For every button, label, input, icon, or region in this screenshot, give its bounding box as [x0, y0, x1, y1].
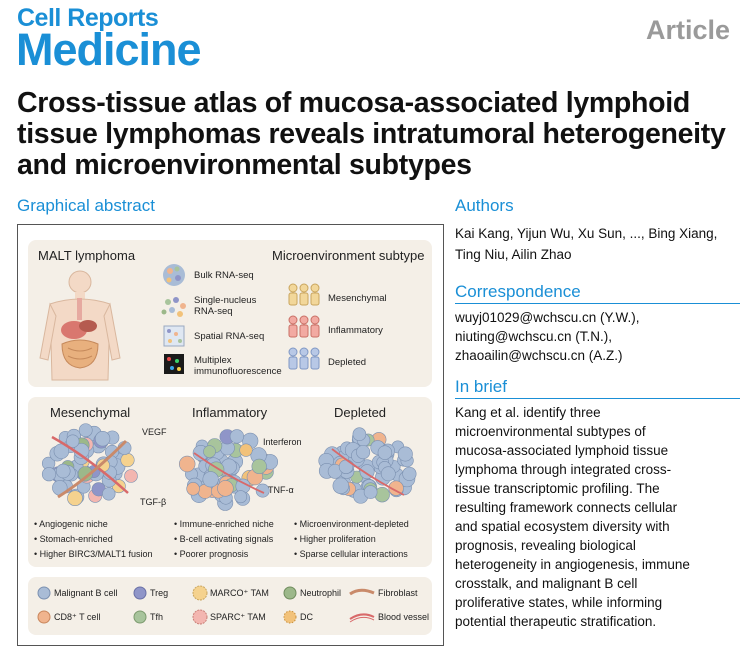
microenvironment-subtype-title: Microenvironment subtype: [272, 248, 425, 263]
brief-line: prognosis, revealing biological: [455, 538, 636, 553]
bullet-depleted-3: • Sparse cellular interactions: [294, 549, 408, 559]
tfh-swatch: [134, 611, 146, 623]
brief-line: proliferative states, while informing: [455, 595, 663, 610]
brief-line: Kang et al. identify three: [455, 405, 601, 420]
tnfa-label: TNF-α: [268, 485, 294, 495]
sparc-tam-swatch: [193, 610, 207, 624]
authors-list: [455, 223, 745, 265]
legend-label: MARCO⁺ TAM: [210, 588, 269, 598]
fibroblast-swatch: [350, 590, 374, 594]
brief-line: and spatial ecosystem diversity with: [455, 519, 670, 534]
single-nucleus-rna-seq-icon: [162, 297, 187, 317]
brief-line: lymphoma through integrated cross-: [455, 462, 672, 477]
interferon-label: Interferon: [263, 437, 302, 447]
depleted-cluster: [319, 428, 416, 504]
mesenchymal-cluster: [42, 424, 137, 506]
multiplex-immunofluorescence-icon: [164, 354, 184, 374]
depleted-people-icon: [289, 348, 319, 369]
in-brief-rule: [455, 398, 740, 399]
legend-label: SPARC⁺ TAM: [210, 612, 266, 622]
legend-label: CD8⁺ T cell: [54, 612, 101, 622]
legend-panel: [28, 577, 432, 635]
brief-line: microenvironmental subtypes of: [455, 424, 646, 439]
brief-line: heterogeneity in angiogenesis, immune: [455, 557, 690, 572]
email-link[interactable]: zhaoailin@wchscu.cn (A.Z.): [455, 348, 623, 363]
human-body-icon: [40, 271, 120, 380]
method-label: RNA-seq: [194, 306, 233, 317]
methods-panel: [28, 240, 432, 387]
brief-line: potential therapeutic stratification.: [455, 614, 657, 629]
correspondence-heading: Correspondence: [455, 282, 581, 301]
correspondence-rule: [455, 303, 740, 304]
marco-tam-swatch: [193, 586, 207, 600]
bullet-mesenchymal-2: • Stomach-enriched: [34, 534, 113, 544]
cd8-t-cell-swatch: [38, 611, 50, 623]
legend-label: Malignant B cell: [54, 588, 118, 598]
method-label: immunofluorescence: [194, 366, 282, 377]
bullet-mesenchymal-1: • Angiogenic niche: [34, 519, 108, 529]
article-type-label: Article: [645, 15, 730, 45]
legend-swatches: [28, 577, 432, 635]
bullet-inflammatory-2: • B-cell activating signals: [174, 534, 274, 544]
correspondence-list: [455, 308, 640, 365]
email-link[interactable]: niuting@wchscu.cn (T.N.),: [455, 329, 613, 344]
legend-label: Blood vessel: [378, 612, 430, 622]
inflammatory-people-icon: [289, 316, 319, 337]
bullet-mesenchymal-3: • Higher BIRC3/MALT1 fusion: [34, 549, 153, 559]
subtypes-panel: [28, 397, 432, 567]
brief-line: crosstalk, and malignant B cell: [455, 576, 638, 591]
journal-name-top: Cell Reports: [17, 4, 159, 32]
in-brief-heading: In brief: [455, 377, 507, 396]
email-link[interactable]: wuyj01029@wchscu.cn (Y.W.),: [455, 310, 640, 325]
bullet-depleted-2: • Higher proliferation: [294, 534, 376, 544]
method-label: Spatial RNA-seq: [194, 331, 265, 342]
subtype-label-mesenchymal: Mesenchymal: [328, 293, 387, 304]
brief-line: resulting framework connects cellular: [455, 500, 678, 515]
mesenchymal-title: Mesenchymal: [50, 405, 131, 420]
malt-lymphoma-title: MALT lymphoma: [38, 248, 136, 263]
legend-label: Fibroblast: [378, 588, 418, 598]
graphical-abstract-figure: [17, 224, 444, 646]
subtype-label-inflammatory: Inflammatory: [328, 325, 383, 336]
authors-line: Ting Niu, Ailin Zhao: [455, 247, 572, 262]
legend-label: DC: [300, 612, 313, 622]
bullet-inflammatory-1: • Immune-enriched niche: [174, 519, 274, 529]
legend-label: Treg: [150, 588, 169, 598]
vegf-label: VEGF: [142, 427, 167, 437]
legend-label: Tfh: [150, 612, 164, 622]
treg-swatch: [134, 587, 146, 599]
mesenchymal-people-icon: [289, 284, 319, 305]
authors-heading: Authors: [455, 196, 514, 215]
method-label: Bulk RNA-seq: [194, 270, 254, 281]
malignant-b-cell-swatch: [38, 587, 50, 599]
tgfb-label: TGF-β: [140, 497, 167, 507]
legend-label: Neutrophil: [300, 588, 342, 598]
in-brief-text: [455, 403, 740, 631]
brief-line: mucosa-associated lymphoid tissue: [455, 443, 669, 458]
depleted-title: Depleted: [334, 405, 387, 420]
authors-line: Kai Kang, Yijun Wu, Xu Sun, ..., Bing Xiang,: [455, 226, 718, 241]
method-label: Multiplex: [194, 355, 232, 366]
graphical-abstract-heading: Graphical abstract: [17, 196, 155, 215]
bullet-depleted-1: • Microenvironment-depleted: [294, 519, 409, 529]
paper-title: Cross-tissue atlas of mucosa-associated lymphoid tissue lymphomas reveals intratumoral heterogeneity and microenvironmental subtypes: [17, 87, 726, 181]
subtype-label-depleted: Depleted: [328, 357, 367, 368]
neutrophil-swatch: [284, 587, 296, 599]
brief-line: tissue transcriptomic profiling. The: [455, 481, 660, 496]
spatial-rna-seq-icon: [164, 326, 184, 346]
journal-name-main: Medicine: [16, 24, 201, 75]
dc-swatch: [284, 611, 296, 623]
method-label: Single-nucleus: [194, 295, 257, 306]
bulk-rna-seq-icon: [163, 264, 185, 286]
inflammatory-title: Inflammatory: [192, 405, 268, 420]
bullet-inflammatory-3: • Poorer prognosis: [174, 549, 249, 559]
